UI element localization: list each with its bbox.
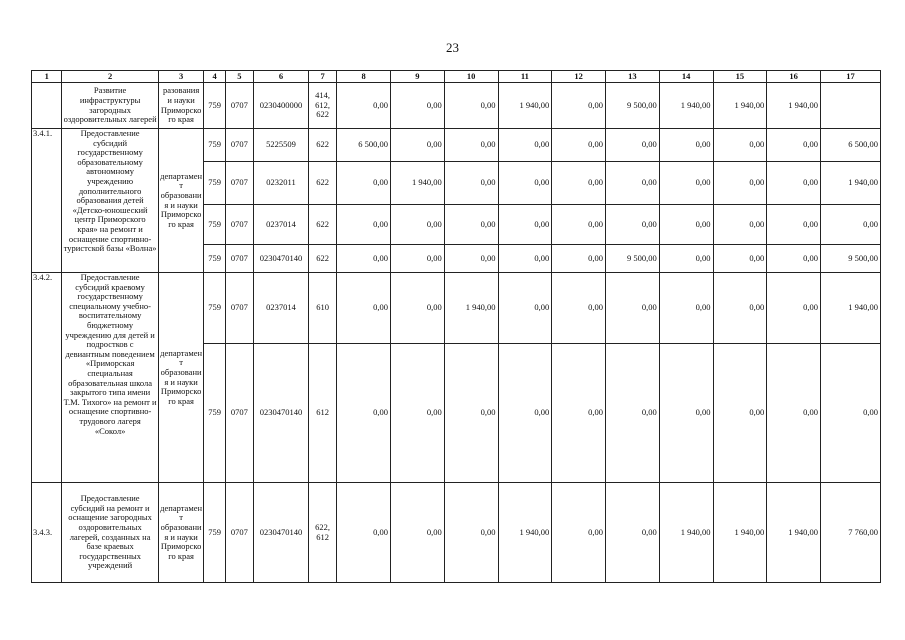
column-header-10: 10 bbox=[444, 71, 498, 83]
value-cell: 0,00 bbox=[552, 205, 606, 245]
value-cell: 9 500,00 bbox=[606, 83, 660, 129]
value-cell: 0,00 bbox=[767, 162, 821, 205]
table-row bbox=[32, 273, 881, 344]
cell-c7: 414, 612, 622 bbox=[308, 83, 336, 129]
value-cell: 9 500,00 bbox=[606, 245, 660, 273]
column-header-14: 14 bbox=[659, 71, 713, 83]
executor: департамент образования и науки Приморского края bbox=[158, 129, 204, 273]
cell-c6: 0237014 bbox=[254, 205, 309, 245]
value-cell: 0,00 bbox=[606, 344, 660, 483]
value-cell: 0,00 bbox=[391, 129, 445, 162]
row-number: 3.4.1. bbox=[32, 129, 62, 273]
budget-table bbox=[31, 70, 881, 583]
value-cell: 0,00 bbox=[552, 162, 606, 205]
value-cell: 1 940,00 bbox=[767, 83, 821, 129]
value-cell: 1 940,00 bbox=[713, 83, 767, 129]
value-cell: 0,00 bbox=[713, 129, 767, 162]
cell-c7: 622, 612 bbox=[308, 483, 336, 583]
column-header-6: 6 bbox=[254, 71, 309, 83]
cell-c4: 759 bbox=[204, 83, 225, 129]
executor: департамент образования и науки Приморского края bbox=[158, 273, 204, 483]
row-number: 3.4.3. bbox=[32, 483, 62, 583]
cell-c5: 0707 bbox=[225, 483, 253, 583]
value-cell: 0,00 bbox=[444, 344, 498, 483]
column-header-1: 1 bbox=[32, 71, 62, 83]
measure-name: Предоставление субсидий на ремонт и оснащение загородных оздоровительных лагерей, созданных на базе краевых государственных учреждений bbox=[62, 483, 158, 583]
value-cell: 1 940,00 bbox=[659, 83, 713, 129]
cell-c6: 0232011 bbox=[254, 162, 309, 205]
value-cell: 0,00 bbox=[337, 83, 391, 129]
value-cell: 0,00 bbox=[444, 129, 498, 162]
value-cell: 0,00 bbox=[659, 344, 713, 483]
executor: разования и науки Приморского края bbox=[158, 83, 204, 129]
value-cell: 0,00 bbox=[606, 162, 660, 205]
value-cell: 0,00 bbox=[713, 273, 767, 344]
value-cell: 6 500,00 bbox=[337, 129, 391, 162]
value-cell: 0,00 bbox=[767, 205, 821, 245]
value-cell: 0,00 bbox=[552, 483, 606, 583]
value-cell: 7 760,00 bbox=[821, 483, 881, 583]
measure-name: Предоставление субсидий краевому государственному специальному учебно-воспитательному бюджетному учреждению для детей и подростков с девиантным поведением «Приморская специальная образовательная школа закрытого типа имени Т.М. Тихого» на ремонт и оснащение спортивно-трудового лагеря «Сокол» bbox=[62, 273, 158, 483]
value-cell: 0,00 bbox=[391, 344, 445, 483]
cell-c4: 759 bbox=[204, 273, 225, 344]
value-cell: 0,00 bbox=[767, 245, 821, 273]
value-cell: 0,00 bbox=[337, 483, 391, 583]
cell-c7: 610 bbox=[308, 273, 336, 344]
value-cell: 0,00 bbox=[713, 205, 767, 245]
value-cell: 0,00 bbox=[767, 129, 821, 162]
value-cell: 0,00 bbox=[337, 205, 391, 245]
value-cell: 0,00 bbox=[498, 162, 552, 205]
value-cell: 1 940,00 bbox=[391, 162, 445, 205]
column-header-5: 5 bbox=[225, 71, 253, 83]
cell-c6: 0230470140 bbox=[254, 344, 309, 483]
cell-c7: 622 bbox=[308, 245, 336, 273]
table-row bbox=[32, 129, 881, 162]
value-cell: 1 940,00 bbox=[767, 483, 821, 583]
value-cell: 0,00 bbox=[552, 245, 606, 273]
value-cell: 0,00 bbox=[552, 344, 606, 483]
value-cell: 1 940,00 bbox=[713, 483, 767, 583]
value-cell: 0,00 bbox=[337, 245, 391, 273]
value-cell: 0,00 bbox=[498, 245, 552, 273]
column-header-13: 13 bbox=[606, 71, 660, 83]
column-header-3: 3 bbox=[158, 71, 204, 83]
column-header-8: 8 bbox=[337, 71, 391, 83]
value-cell: 6 500,00 bbox=[821, 129, 881, 162]
value-cell: 0,00 bbox=[337, 162, 391, 205]
cell-c5: 0707 bbox=[225, 205, 253, 245]
cell-c7: 612 bbox=[308, 344, 336, 483]
cell-c5: 0707 bbox=[225, 344, 253, 483]
value-cell: 1 940,00 bbox=[444, 273, 498, 344]
value-cell: 9 500,00 bbox=[821, 245, 881, 273]
cell-c4: 759 bbox=[204, 162, 225, 205]
page-number: 23 bbox=[446, 40, 459, 55]
value-cell: 0,00 bbox=[498, 129, 552, 162]
cell-c4: 759 bbox=[204, 344, 225, 483]
value-cell: 0,00 bbox=[498, 344, 552, 483]
column-header-12: 12 bbox=[552, 71, 606, 83]
value-cell: 0,00 bbox=[659, 205, 713, 245]
column-header-11: 11 bbox=[498, 71, 552, 83]
value-cell bbox=[821, 83, 881, 129]
cell-c4: 759 bbox=[204, 245, 225, 273]
cell-c7: 622 bbox=[308, 205, 336, 245]
column-header-2: 2 bbox=[62, 71, 158, 83]
value-cell: 0,00 bbox=[391, 273, 445, 344]
value-cell: 0,00 bbox=[606, 205, 660, 245]
cell-c6: 0230470140 bbox=[254, 483, 309, 583]
column-header-4: 4 bbox=[204, 71, 225, 83]
value-cell: 0,00 bbox=[444, 483, 498, 583]
cell-c4: 759 bbox=[204, 205, 225, 245]
cell-c4: 759 bbox=[204, 483, 225, 583]
cell-c5: 0707 bbox=[225, 129, 253, 162]
value-cell: 1 940,00 bbox=[498, 483, 552, 583]
value-cell: 0,00 bbox=[391, 245, 445, 273]
cell-c5: 0707 bbox=[225, 245, 253, 273]
value-cell: 0,00 bbox=[821, 344, 881, 483]
executor: департамент образования и науки Приморского края bbox=[158, 483, 204, 583]
column-header-17: 17 bbox=[821, 71, 881, 83]
value-cell: 1 940,00 bbox=[498, 83, 552, 129]
cell-c5: 0707 bbox=[225, 273, 253, 344]
value-cell: 0,00 bbox=[713, 245, 767, 273]
column-header-9: 9 bbox=[391, 71, 445, 83]
value-cell: 0,00 bbox=[713, 162, 767, 205]
cell-c6: 5225509 bbox=[254, 129, 309, 162]
cell-c5: 0707 bbox=[225, 83, 253, 129]
cell-c4: 759 bbox=[204, 129, 225, 162]
value-cell: 0,00 bbox=[659, 273, 713, 344]
cell-c6: 0237014 bbox=[254, 273, 309, 344]
cell-c5: 0707 bbox=[225, 162, 253, 205]
row-number: 3.4.2. bbox=[32, 273, 62, 483]
table-row bbox=[32, 483, 881, 583]
value-cell: 0,00 bbox=[659, 162, 713, 205]
value-cell: 0,00 bbox=[821, 205, 881, 245]
value-cell: 0,00 bbox=[391, 83, 445, 129]
value-cell: 0,00 bbox=[444, 83, 498, 129]
value-cell: 0,00 bbox=[552, 83, 606, 129]
value-cell: 0,00 bbox=[713, 344, 767, 483]
row-number bbox=[32, 83, 62, 129]
value-cell: 0,00 bbox=[444, 205, 498, 245]
value-cell: 0,00 bbox=[767, 273, 821, 344]
value-cell: 0,00 bbox=[444, 245, 498, 273]
value-cell: 0,00 bbox=[552, 129, 606, 162]
value-cell: 0,00 bbox=[391, 483, 445, 583]
value-cell: 0,00 bbox=[498, 273, 552, 344]
value-cell: 1 940,00 bbox=[659, 483, 713, 583]
value-cell: 0,00 bbox=[391, 205, 445, 245]
value-cell: 1 940,00 bbox=[821, 162, 881, 205]
value-cell: 0,00 bbox=[606, 129, 660, 162]
cell-c6: 0230470140 bbox=[254, 245, 309, 273]
column-header-7: 7 bbox=[308, 71, 336, 83]
column-header-16: 16 bbox=[767, 71, 821, 83]
value-cell: 0,00 bbox=[767, 344, 821, 483]
header-row bbox=[32, 71, 881, 83]
value-cell: 0,00 bbox=[498, 205, 552, 245]
value-cell: 1 940,00 bbox=[821, 273, 881, 344]
value-cell: 0,00 bbox=[659, 245, 713, 273]
measure-name: Предоставление субсидий государственному образовательному автономному учреждению дополнительного образования детей «Детско-юношеский центр Приморского края» на ремонт и оснащение спортивно-туристской базы «Волна» bbox=[62, 129, 158, 273]
value-cell: 0,00 bbox=[659, 129, 713, 162]
measure-name: Развитие инфраструктуры загородных оздоровительных лагерей bbox=[62, 83, 158, 129]
value-cell: 0,00 bbox=[337, 273, 391, 344]
cell-c7: 622 bbox=[308, 162, 336, 205]
value-cell: 0,00 bbox=[444, 162, 498, 205]
value-cell: 0,00 bbox=[606, 273, 660, 344]
column-header-15: 15 bbox=[713, 71, 767, 83]
value-cell: 0,00 bbox=[606, 483, 660, 583]
cell-c6: 0230400000 bbox=[254, 83, 309, 129]
value-cell: 0,00 bbox=[552, 273, 606, 344]
table-row bbox=[32, 83, 881, 129]
value-cell: 0,00 bbox=[337, 344, 391, 483]
cell-c7: 622 bbox=[308, 129, 336, 162]
